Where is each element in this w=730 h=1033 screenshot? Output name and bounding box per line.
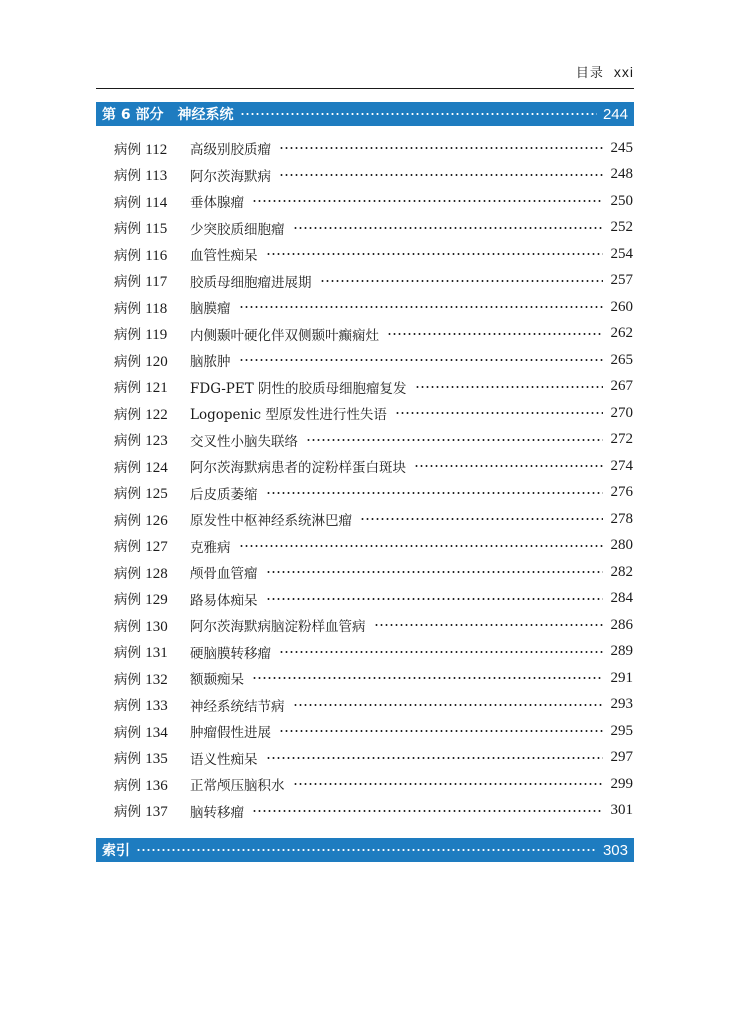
toc-entry[interactable] xyxy=(114,745,633,772)
section-name: 神经系统 xyxy=(177,107,234,123)
case-label: 病例 120 xyxy=(114,353,168,370)
toc-entry[interactable] xyxy=(114,692,633,719)
toc-entry[interactable] xyxy=(114,374,633,401)
entry-page-number: 299 xyxy=(610,775,633,792)
toc-entry[interactable] xyxy=(114,427,633,454)
section-page-number: 244 xyxy=(602,105,628,123)
entry-title: 阿尔茨海默病 xyxy=(190,168,271,185)
entry-title: 脑膜瘤 xyxy=(190,301,231,318)
dot-leader xyxy=(252,200,603,202)
toc-entry[interactable] xyxy=(114,586,633,613)
index-heading: 索引 xyxy=(102,843,130,859)
dot-leader xyxy=(415,386,603,388)
dot-leader xyxy=(239,545,603,547)
entry-page-number: 278 xyxy=(610,510,633,527)
case-label: 病例 118 xyxy=(114,300,168,317)
header-rule xyxy=(96,88,634,89)
entry-page-number: 295 xyxy=(610,722,633,739)
entry-title: 胶质母细胞瘤进展期 xyxy=(190,274,312,291)
toc-entry[interactable] xyxy=(114,453,633,480)
toc-entry[interactable] xyxy=(114,798,633,825)
entry-page-number: 248 xyxy=(610,166,633,183)
entry-title: 血管性痴呆 xyxy=(190,248,258,265)
entry-title: 后皮质萎缩 xyxy=(190,486,258,503)
dot-leader xyxy=(266,253,603,255)
case-label: 病例 129 xyxy=(114,592,168,609)
running-head-title: 目录 xyxy=(575,66,604,81)
dot-leader xyxy=(293,783,603,785)
toc-entry[interactable] xyxy=(114,162,633,189)
case-label: 病例 133 xyxy=(114,698,168,715)
toc-entry[interactable] xyxy=(114,506,633,533)
dot-leader xyxy=(266,598,603,600)
dot-leader xyxy=(266,492,603,494)
section-label: 第 6 部分 xyxy=(102,107,164,123)
case-label: 病例 112 xyxy=(114,141,168,158)
case-label: 病例 123 xyxy=(114,433,168,450)
dot-leader xyxy=(360,518,603,520)
entry-title: 额颞痴呆 xyxy=(190,672,244,689)
entry-title: 颅骨血管瘤 xyxy=(190,566,258,583)
dot-leader xyxy=(240,113,597,115)
case-label: 病例 125 xyxy=(114,486,168,503)
entry-page-number: 284 xyxy=(610,590,633,607)
entry-page-number: 282 xyxy=(610,563,633,580)
dot-leader xyxy=(395,412,603,414)
index-page-number: 303 xyxy=(602,841,628,859)
dot-leader xyxy=(266,571,603,573)
toc-entry[interactable] xyxy=(114,241,633,268)
dot-leader xyxy=(279,730,603,732)
dot-leader xyxy=(239,306,603,308)
case-label: 病例 135 xyxy=(114,751,168,768)
entry-page-number: 270 xyxy=(610,404,633,421)
case-label: 病例 122 xyxy=(114,406,168,423)
entry-page-number: 250 xyxy=(610,192,633,209)
case-label: 病例 115 xyxy=(114,221,168,238)
toc-entry[interactable] xyxy=(114,718,633,745)
dot-leader xyxy=(387,333,603,335)
case-label: 病例 131 xyxy=(114,645,168,662)
toc-entry[interactable] xyxy=(114,400,633,427)
entry-title: 脑转移瘤 xyxy=(190,804,244,821)
case-label: 病例 117 xyxy=(114,274,168,291)
entry-title: 少突胶质细胞瘤 xyxy=(190,221,285,238)
toc-entry-list xyxy=(114,135,633,824)
toc-entry[interactable] xyxy=(114,135,633,162)
entry-title: 内侧颞叶硬化伴双侧颞叶癫痫灶 xyxy=(190,327,379,344)
dot-leader xyxy=(320,280,603,282)
entry-page-number: 286 xyxy=(610,616,633,633)
case-label: 病例 132 xyxy=(114,671,168,688)
case-label: 病例 119 xyxy=(114,327,168,344)
entry-page-number: 252 xyxy=(610,219,633,236)
case-label: 病例 121 xyxy=(114,380,168,397)
toc-entry[interactable] xyxy=(114,294,633,321)
case-label: 病例 113 xyxy=(114,168,168,185)
toc-entry[interactable] xyxy=(114,188,633,215)
entry-page-number: 280 xyxy=(610,537,633,554)
toc-entry[interactable] xyxy=(114,639,633,666)
toc-entry[interactable] xyxy=(114,612,633,639)
dot-leader xyxy=(136,849,597,851)
entry-page-number: 265 xyxy=(610,351,633,368)
dot-leader xyxy=(252,677,603,679)
toc-entry[interactable] xyxy=(114,480,633,507)
entry-title: 交叉性小脑失联络 xyxy=(190,433,298,450)
toc-entry[interactable] xyxy=(114,771,633,798)
case-label: 病例 116 xyxy=(114,247,168,264)
entry-page-number: 274 xyxy=(610,457,633,474)
dot-leader xyxy=(266,757,603,759)
entry-page-number: 254 xyxy=(610,245,633,262)
entry-title: 高级别胶质瘤 xyxy=(190,142,271,159)
entry-title: Logopenic 型原发性进行性失语 xyxy=(190,407,387,424)
case-label: 病例 128 xyxy=(114,565,168,582)
section-heading-bar[interactable] xyxy=(96,102,634,126)
toc-entry[interactable] xyxy=(114,665,633,692)
case-label: 病例 137 xyxy=(114,804,168,821)
index-heading-bar[interactable] xyxy=(96,838,634,862)
dot-leader xyxy=(293,704,603,706)
running-head xyxy=(576,62,634,81)
entry-page-number: 267 xyxy=(610,378,633,395)
dot-leader xyxy=(293,227,603,229)
entry-page-number: 257 xyxy=(610,272,633,289)
entry-page-number: 262 xyxy=(610,325,633,342)
entry-title: 正常颅压脑积水 xyxy=(190,778,285,795)
toc-entry[interactable] xyxy=(114,268,633,295)
entry-title: 克雅病 xyxy=(190,539,231,556)
case-label: 病例 114 xyxy=(114,194,168,211)
entry-title: 脑脓肿 xyxy=(190,354,231,371)
dot-leader xyxy=(239,359,603,361)
toc-entry[interactable] xyxy=(114,347,633,374)
dot-leader xyxy=(279,651,603,653)
dot-leader xyxy=(252,810,603,812)
entry-page-number: 291 xyxy=(610,669,633,686)
dot-leader xyxy=(279,174,603,176)
entry-page-number: 245 xyxy=(610,139,633,156)
entry-title: 神经系统结节病 xyxy=(190,698,285,715)
toc-entry[interactable] xyxy=(114,533,633,560)
entry-title: 硬脑膜转移瘤 xyxy=(190,645,271,662)
entry-title: 垂体腺瘤 xyxy=(190,195,244,212)
case-label: 病例 126 xyxy=(114,512,168,529)
section-heading xyxy=(102,104,234,124)
dot-leader xyxy=(374,624,603,626)
case-label: 病例 130 xyxy=(114,618,168,635)
dot-leader xyxy=(306,439,603,441)
running-head-page-number: xxi xyxy=(613,64,634,80)
toc-entry[interactable] xyxy=(114,559,633,586)
entry-page-number: 260 xyxy=(610,298,633,315)
entry-title: 原发性中枢神经系统淋巴瘤 xyxy=(190,513,352,530)
entry-title: 路易体痴呆 xyxy=(190,592,258,609)
entry-page-number: 289 xyxy=(610,643,633,660)
toc-entry[interactable] xyxy=(114,215,633,242)
case-label: 病例 127 xyxy=(114,539,168,556)
entry-title: 肿瘤假性进展 xyxy=(190,725,271,742)
dot-leader xyxy=(414,465,603,467)
entry-page-number: 301 xyxy=(610,802,633,819)
entry-title: 阿尔茨海默病脑淀粉样血管病 xyxy=(190,619,366,636)
entry-page-number: 297 xyxy=(610,749,633,766)
entry-page-number: 293 xyxy=(610,696,633,713)
entry-title: 语义性痴呆 xyxy=(190,751,258,768)
dot-leader xyxy=(279,147,603,149)
case-label: 病例 124 xyxy=(114,459,168,476)
case-label: 病例 134 xyxy=(114,724,168,741)
entry-page-number: 276 xyxy=(610,484,633,501)
entry-title: FDG-PET 阴性的胶质母细胞瘤复发 xyxy=(190,380,407,397)
toc-entry[interactable] xyxy=(114,321,633,348)
entry-page-number: 272 xyxy=(610,431,633,448)
case-label: 病例 136 xyxy=(114,777,168,794)
entry-title: 阿尔茨海默病患者的淀粉样蛋白斑块 xyxy=(190,460,406,477)
